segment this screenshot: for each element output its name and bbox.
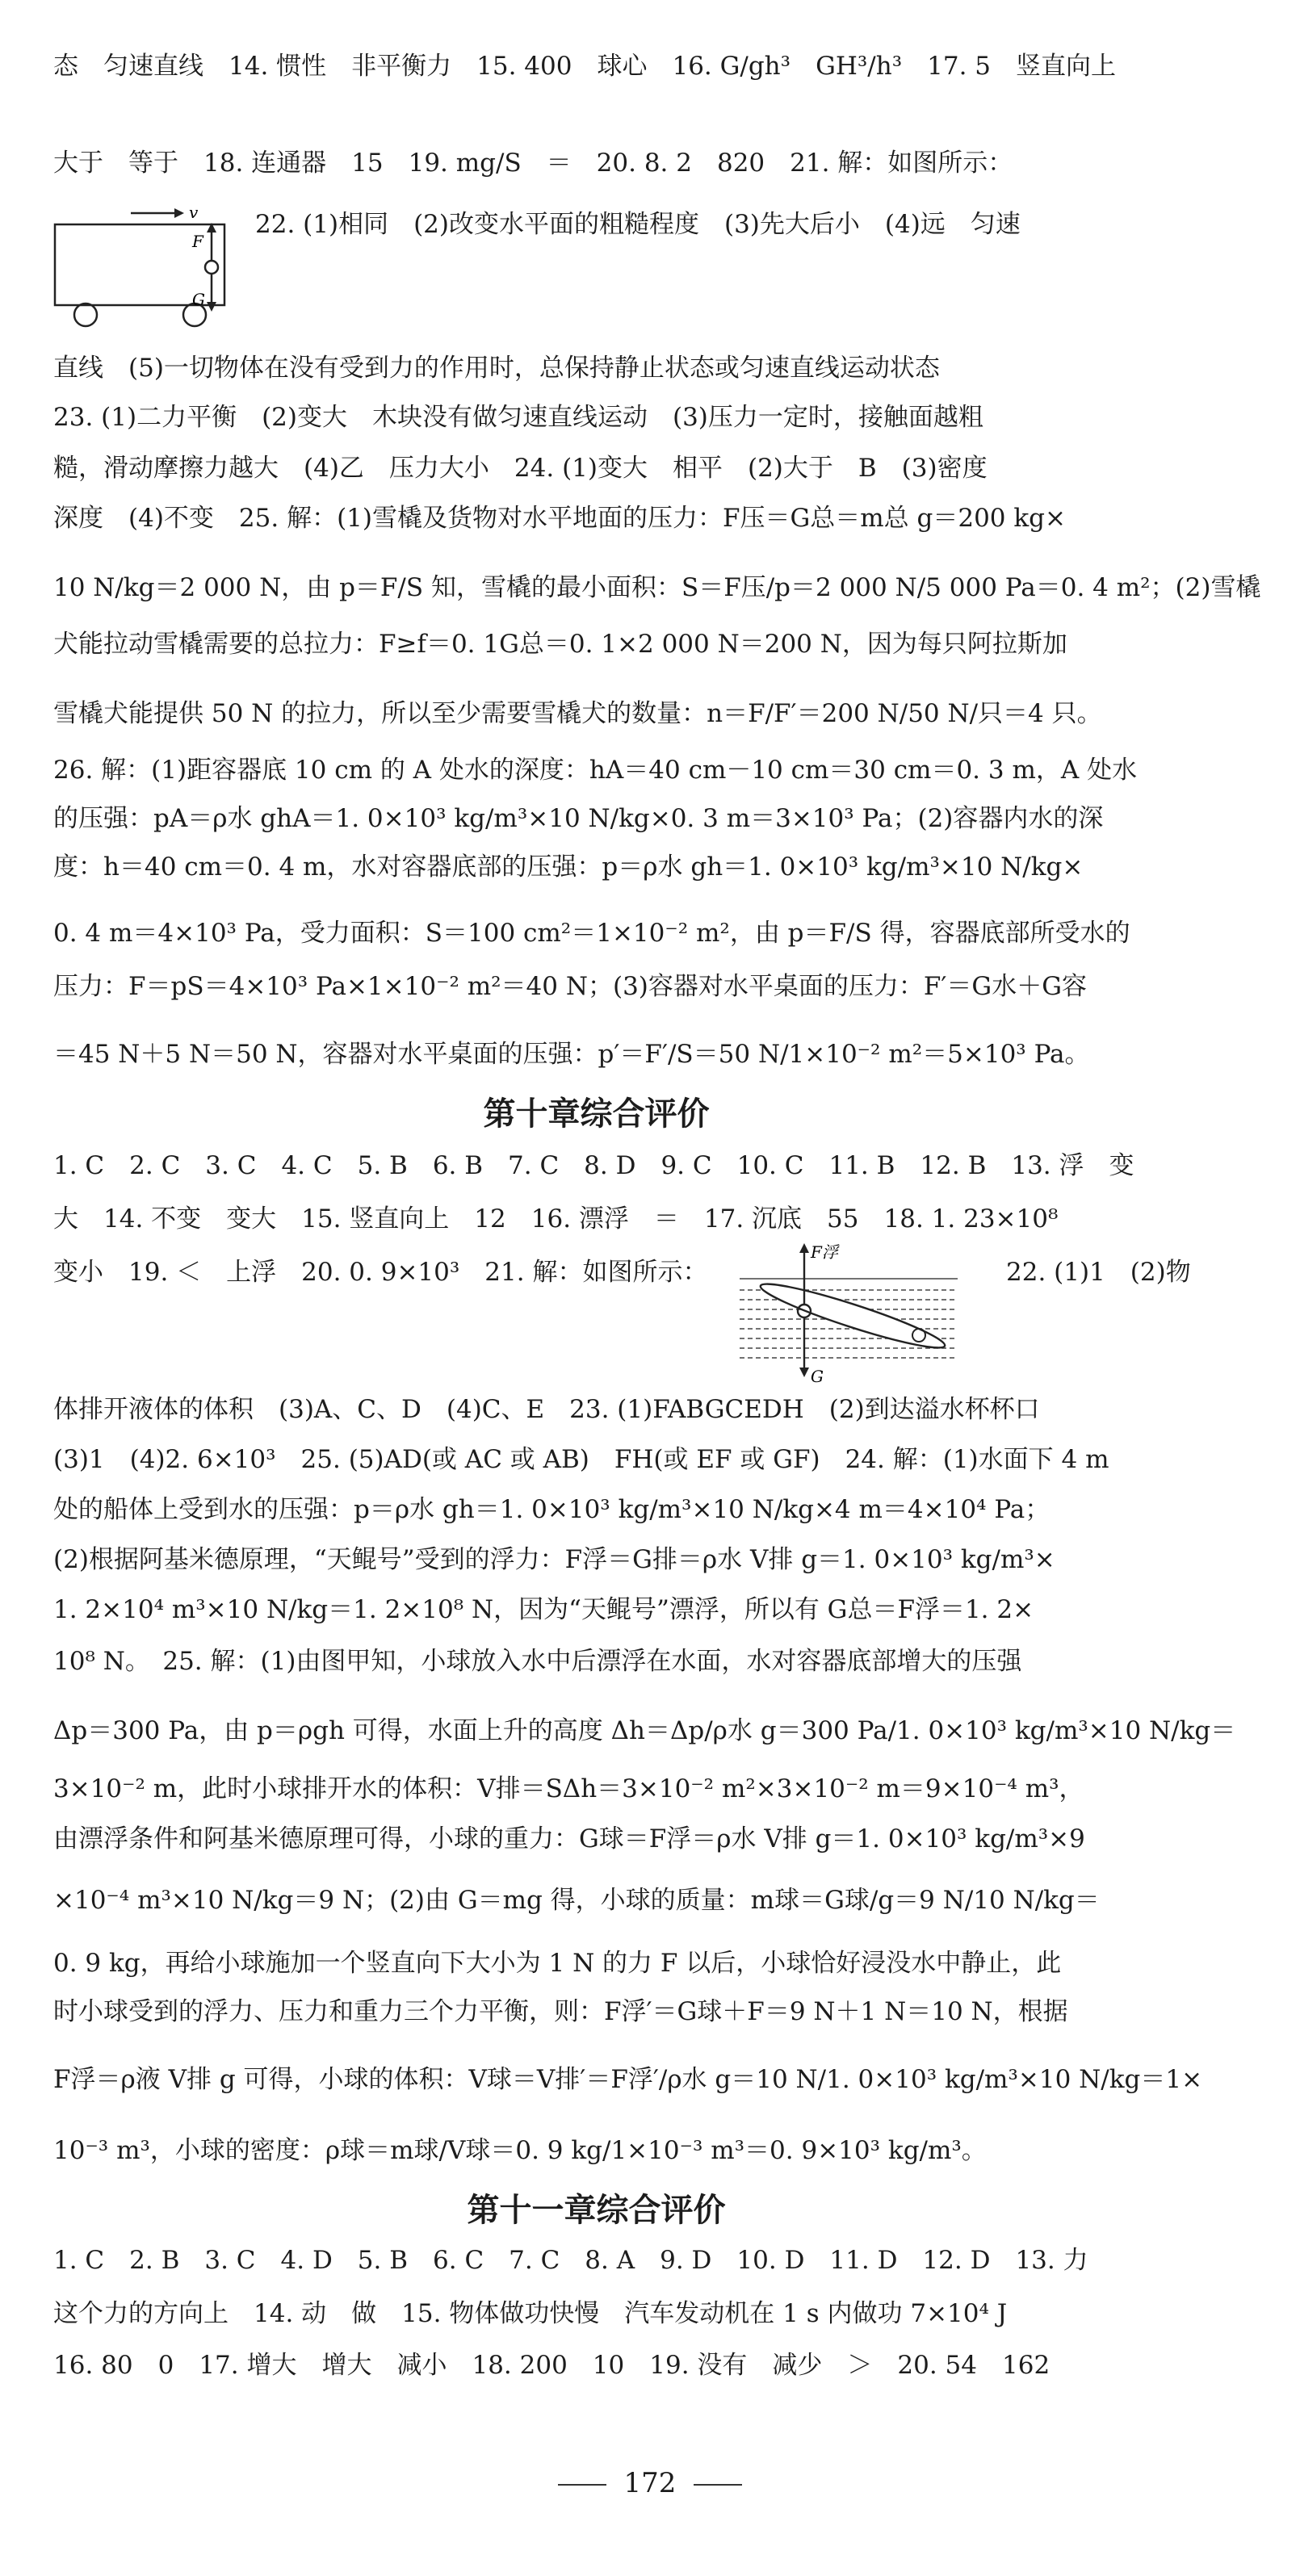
chapter-10-heading: 第十章综合评价 — [483, 1095, 710, 1133]
velocity-arrowhead — [174, 208, 184, 218]
text-line: 时小球受到的浮力、压力和重力三个力平衡，则：F浮′＝G球＋F＝9 N＋1 N＝10 N，根据 — [53, 1997, 1068, 2026]
chapter-11-heading: 第十一章综合评价 — [467, 2192, 726, 2229]
text-line: ×10⁻⁴ m³×10 N/kg＝9 N；(2)由 G＝mg 得，小球的质量：m球＝G球/g＝9 N/10 N/kg＝ — [53, 1886, 1100, 1915]
force-f-label: F — [192, 232, 203, 251]
text-line: 这个力的方向上 14. 动 做 15. 物体做功快慢 汽车发动机在 1 s 内做功 7×10⁴ J — [53, 2299, 1008, 2328]
cart-wheel — [74, 304, 97, 326]
text-line: (2)根据阿基米德原理，“天鲲号”受到的浮力：F浮＝G排＝ρ水 V排 g＝1. 0×10³ kg/m³× — [53, 1545, 1055, 1574]
text-line: 10⁸ N。 25. 解：(1)由图甲知，小球放入水中后漂浮在水面，水对容器底部增大的压强 — [53, 1647, 1022, 1676]
text-line: 3×10⁻² m，此时小球排开水的体积：V排＝SΔh＝3×10⁻² m²×3×10⁻² m＝9×10⁻⁴ m³， — [53, 1774, 1084, 1803]
text-line: 直线 (5)一切物体在没有受到力的作用时，总保持静止状态或匀速直线运动状态 — [53, 354, 940, 383]
text-line: 26. 解：(1)距容器底 10 cm 的 A 处水的深度：hA＝40 cm－10 cm＝30 cm＝0. 3 m，A 处水 — [53, 756, 1138, 785]
text-line: 大 14. 不变 变大 15. 竖直向上 12 16. 漂浮 ＝ 17. 沉底 55 18. 1. 23×10⁸ — [53, 1204, 1059, 1234]
text-line: 23. (1)二力平衡 (2)变大 木块没有做匀速直线运动 (3)压力一定时，接触面越粗 — [53, 403, 983, 432]
force-g-label: G — [192, 290, 205, 309]
text-line: 处的船体上受到水的压强：p＝ρ水 gh＝1. 0×10³ kg/m³×10 N/kg×4 m＝4×10⁴ Pa； — [53, 1495, 1050, 1524]
text-line: (3)1 (4)2. 6×10³ 25. (5)AD(或 AC 或 AB) FH(或 EF 或 GF) 24. 解：(1)水面下 4 m — [53, 1445, 1109, 1474]
text-line: 10 N/kg＝2 000 N，由 p＝F/S 知，雪橇的最小面积：S＝F压/p＝2 000 N/5 000 Pa＝0. 4 m²；(2)雪橇 — [53, 573, 1261, 602]
cart-force-diagram — [53, 200, 239, 329]
floating-object-diagram — [723, 1240, 966, 1385]
text-line: 0. 4 m＝4×10³ Pa，受力面积：S＝100 cm²＝1×10⁻² m²，由 p＝F/S 得，容器底部所受水的 — [53, 919, 1130, 948]
text-line: 16. 80 0 17. 增大 增大 减小 18. 200 10 19. 没有 减少 ＞ 20. 54 162 — [53, 2351, 1050, 2380]
text-line: 糙，滑动摩擦力越大 (4)乙 压力大小 24. (1)变大 相平 (2)大于 B (3)密度 — [53, 454, 988, 483]
text-line: 10⁻³ m³，小球的密度：ρ球＝m球/V球＝0. 9 kg/1×10⁻³ m³＝0. 9×10³ kg/m³。 — [53, 2136, 987, 2165]
text-line: ＝45 N＋5 N＝50 N，容器对水平桌面的压强：p′＝F′/S＝50 N/1×10⁻² m²＝5×10³ Pa。 — [53, 1040, 1090, 1069]
text-line: 0. 9 kg，再给小球施加一个竖直向下大小为 1 N 的力 F 以后，小球恰好浸没水中静止，此 — [53, 1949, 1062, 1978]
text-line: 度：h＝40 cm＝0. 4 m，水对容器底部的压强：p＝ρ水 gh＝1. 0×10³ kg/m³×10 N/kg× — [53, 852, 1084, 882]
page-footer — [0, 2465, 1300, 2501]
floating-object — [757, 1275, 949, 1357]
text-line: 1. C 2. B 3. C 4. D 5. B 6. C 7. C 8. A 9. D 10. D 11. D 12. D 13. 力 — [53, 2246, 1088, 2275]
text-line: 雪橇犬能提供 50 N 的拉力，所以至少需要雪橇犬的数量：n＝F/F′＝200 N/50 N/只＝4 只。 — [53, 699, 1102, 728]
force-point — [205, 261, 218, 274]
text-line: 压力：F＝pS＝4×10³ Pa×1×10⁻² m²＝40 N；(3)容器对水平桌面的压力：F′＝G水＋G容 — [53, 972, 1087, 1001]
text-line: 22. (1)1 (2)物 — [1006, 1258, 1191, 1287]
text-line: 1. 2×10⁴ m³×10 N/kg＝1. 2×10⁸ N，因为“天鲲号”漂浮，所以有 G总＝F浮＝1. 2× — [53, 1595, 1034, 1624]
buoyancy-label: F浮 — [811, 1242, 838, 1262]
text-line: 大于 等于 18. 连通器 15 19. mg/S ＝ 20. 8. 2 820 21. 解：如图所示： — [53, 149, 1013, 178]
text-line: 1. C 2. C 3. C 4. C 5. B 6. B 7. C 8. D 9. C 10. C 11. B 12. B 13. 浮 变 — [53, 1151, 1134, 1180]
text-line: Δp＝300 Pa，由 p＝ρgh 可得，水面上升的高度 Δh＝Δp/ρ水 g＝300 Pa/1. 0×10³ kg/m³×10 N/kg＝ — [53, 1716, 1236, 1745]
footer-dash — [558, 2484, 606, 2486]
page-number: 172 — [623, 2467, 677, 2499]
text-line: 深度 (4)不变 25. 解：(1)雪橇及货物对水平地面的压力：F压＝G总＝m总 g＝200 kg× — [53, 504, 1066, 533]
text-line: 态 匀速直线 14. 惯性 非平衡力 15. 400 球心 16. G/gh³ GH³/h³ 17. 5 竖直向上 — [53, 52, 1117, 81]
gravity-arrowhead — [207, 302, 216, 312]
velocity-label: v — [189, 203, 199, 222]
text-line: 的压强：pA＝ρ水 ghA＝1. 0×10³ kg/m³×10 N/kg×0. 3 m＝3×10³ Pa；(2)容器内水的深 — [53, 804, 1104, 833]
gravity-arrowhead — [799, 1368, 809, 1377]
text-line: 犬能拉动雪橇需要的总拉力：F≥f＝0. 1G总＝0. 1×2 000 N＝200 N，因为每只阿拉斯加 — [53, 630, 1067, 659]
text-line: F浮＝ρ液 V排 g 可得，小球的体积：V球＝V排′＝F浮′/ρ水 g＝10 N/1. 0×10³ kg/m³×10 N/kg＝1× — [53, 2065, 1203, 2094]
text-line: 由漂浮条件和阿基米德原理可得，小球的重力：G球＝F浮＝ρ水 V排 g＝1. 0×10³ kg/m³×9 — [53, 1824, 1085, 1853]
text-line: 体排开液体的体积 (3)A、C、D (4)C、E 23. (1)FABGCEDH (2)到达溢水杯杯口 — [53, 1395, 1040, 1424]
text-line: 22. (1)相同 (2)改变水平面的粗糙程度 (3)先大后小 (4)远 匀速 — [255, 210, 1021, 239]
footer-dash — [694, 2484, 742, 2486]
text-line: 变小 19. ＜ 上浮 20. 0. 9×10³ 21. 解：如图所示： — [53, 1258, 708, 1287]
gravity-label: G — [811, 1367, 824, 1386]
buoyancy-arrowhead — [799, 1243, 809, 1253]
